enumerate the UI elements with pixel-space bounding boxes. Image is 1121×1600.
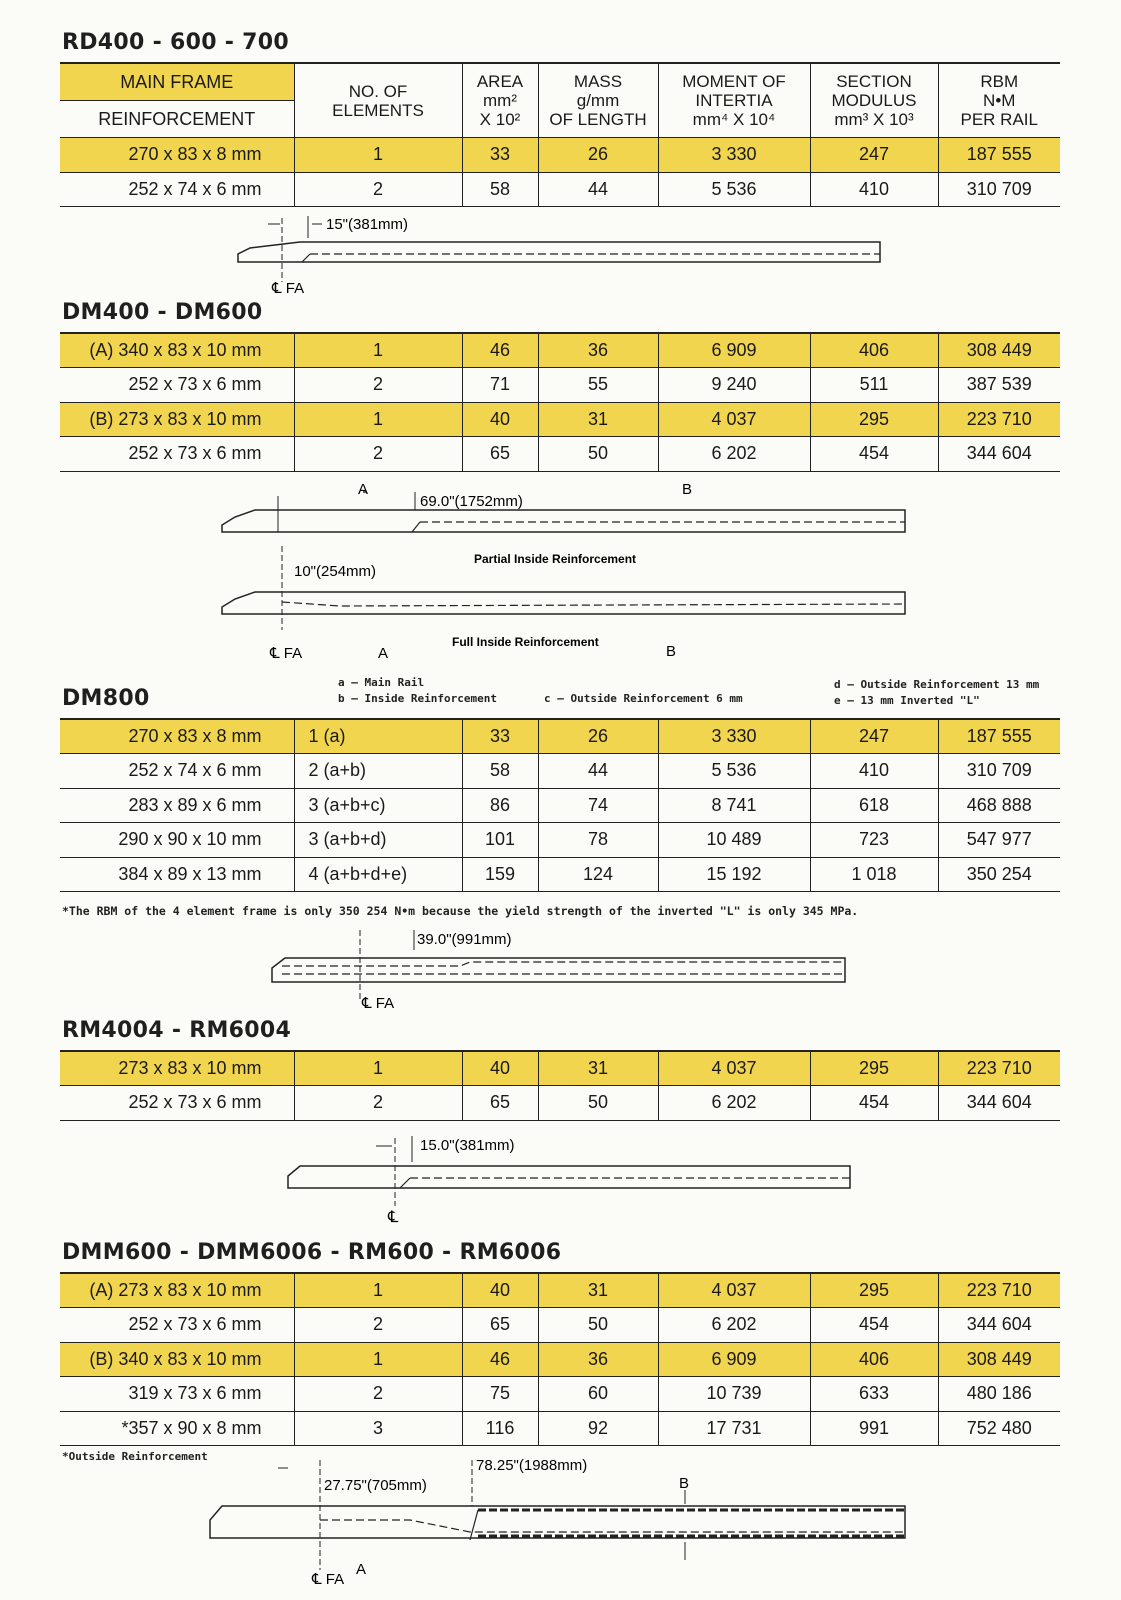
cell-area: 65: [462, 1308, 538, 1343]
cell-moment: 9 240: [658, 368, 810, 403]
cell-frame: 283 x 89 x 6 mm: [128, 794, 262, 815]
moment-header: MOMENT OF INTERTIA mm⁴ X 10⁴: [658, 63, 810, 138]
table-row: [60, 172, 1060, 207]
cell-frame: 252 x 73 x 6 mm: [128, 443, 262, 464]
cell-rbm: 480 186: [938, 1377, 1060, 1412]
cell-frame: *357 x 90 x 8 mm: [121, 1417, 262, 1438]
cell-mass: 60: [538, 1377, 658, 1412]
table-row: [60, 1377, 1060, 1412]
cell-mass: 78: [538, 823, 658, 858]
cell-moment: 3 330: [658, 719, 810, 754]
diagram-dm400: [0, 480, 1121, 660]
diagram-rm4004: [0, 1130, 1121, 1230]
diagram-dm800: [0, 924, 1121, 1014]
cell-area: 65: [462, 1086, 538, 1121]
spec-table-dmm600: [60, 1272, 1060, 1446]
cell-moment: 4 037: [658, 402, 810, 437]
reinforcement-label: REINFORCEMENT: [98, 109, 256, 129]
cell-area: 40: [462, 1051, 538, 1086]
cell-elements: 2: [294, 368, 462, 403]
cell-mass: 55: [538, 368, 658, 403]
table-row: [60, 1308, 1060, 1343]
cell-frame: (A) 273 x 83 x 10 mm: [60, 1273, 294, 1308]
cell-frame: 384 x 89 x 13 mm: [118, 863, 262, 884]
cell-rbm: 223 710: [938, 1051, 1060, 1086]
cell-section: 295: [810, 1273, 938, 1308]
cell-rbm: 387 539: [938, 368, 1060, 403]
cell-mass: 31: [538, 402, 658, 437]
diagram-dmm600: [0, 1450, 1121, 1590]
marker-b-lower: B: [666, 643, 677, 660]
section-title-dm800: DM800: [62, 686, 150, 711]
cell-section: 454: [810, 1308, 938, 1343]
table-row: [60, 788, 1060, 823]
dimension-label: 39.0"(991mm): [417, 931, 512, 948]
table-row: [60, 1342, 1060, 1377]
cell-area: 86: [462, 788, 538, 823]
main-frame-label: MAIN FRAME: [60, 64, 294, 101]
cell-area: 71: [462, 368, 538, 403]
partial-caption: Partial Inside Reinforcement: [474, 552, 637, 566]
cell-frame: 319 x 73 x 6 mm: [128, 1383, 262, 1404]
full-caption: Full Inside Reinforcement: [452, 635, 599, 649]
cell-rbm: 344 604: [938, 1086, 1060, 1121]
cell-rbm: 187 555: [938, 138, 1060, 173]
cell-section: 1 018: [810, 857, 938, 892]
table-row: [60, 719, 1060, 754]
cell-moment: 17 731: [658, 1411, 810, 1446]
legend-c: c — Outside Reinforcement 6 mm: [544, 692, 743, 705]
table-row: [60, 1411, 1060, 1446]
cell-moment: 8 741: [658, 788, 810, 823]
table-row: [60, 402, 1060, 437]
cell-rbm: 344 604: [938, 1308, 1060, 1343]
section-title-dm400: DM400 - DM600: [62, 300, 263, 325]
cell-moment: 4 037: [658, 1273, 810, 1308]
cell-area: 40: [462, 402, 538, 437]
cell-section: 295: [810, 1051, 938, 1086]
cell-rbm: 308 449: [938, 333, 1060, 368]
cell-mass: 50: [538, 437, 658, 472]
cell-mass: 36: [538, 333, 658, 368]
cell-section: 406: [810, 1342, 938, 1377]
table-row: [60, 857, 1060, 892]
mass-header: MASS g/mm OF LENGTH: [538, 63, 658, 138]
full-dimension: 10"(254mm): [294, 563, 377, 580]
centerline-fa-label: ℄ FA: [272, 280, 305, 297]
dimension-label: 15"(381mm): [326, 216, 409, 233]
marker-a: A: [358, 481, 369, 498]
cell-elements: 2: [294, 1086, 462, 1121]
cell-area: 75: [462, 1377, 538, 1412]
marker-a: A: [356, 1561, 367, 1578]
cell-section: 410: [810, 754, 938, 789]
cell-moment: 10 739: [658, 1377, 810, 1412]
cell-frame: 290 x 90 x 10 mm: [118, 829, 262, 850]
cell-rbm: 547 977: [938, 823, 1060, 858]
cell-rbm: 310 709: [938, 754, 1060, 789]
cell-area: 58: [462, 172, 538, 207]
marker-a-lower: A: [378, 645, 389, 660]
cell-elements: 1: [294, 138, 462, 173]
cell-mass: 50: [538, 1308, 658, 1343]
cell-elements: 3: [294, 1411, 462, 1446]
centerline-fa-label: ℄ FA: [312, 1571, 345, 1588]
cell-area: 116: [462, 1411, 538, 1446]
cell-mass: 26: [538, 138, 658, 173]
cell-moment: 6 909: [658, 1342, 810, 1377]
section-title-rd400: RD400 - 600 - 700: [62, 30, 289, 55]
cell-rbm: 187 555: [938, 719, 1060, 754]
cell-rbm: 308 449: [938, 1342, 1060, 1377]
cell-section: 247: [810, 719, 938, 754]
table-row: [60, 1086, 1060, 1121]
cell-frame: (B) 340 x 83 x 10 mm: [60, 1342, 294, 1377]
cell-moment: 4 037: [658, 1051, 810, 1086]
legend-b: b — Inside Reinforcement: [338, 692, 497, 705]
section-title-rm4004: RM4004 - RM6004: [62, 1018, 292, 1043]
area-header: AREA mm² X 10²: [462, 63, 538, 138]
cell-frame: 252 x 73 x 6 mm: [128, 1314, 262, 1335]
table-row: [60, 1051, 1060, 1086]
cell-frame: 270 x 83 x 8 mm: [60, 138, 294, 173]
cell-rbm: 310 709: [938, 172, 1060, 207]
main-frame-header-cell: [60, 63, 294, 138]
cell-frame: 252 x 73 x 6 mm: [128, 374, 262, 395]
cell-section: 454: [810, 437, 938, 472]
cell-rbm: 223 710: [938, 1273, 1060, 1308]
dm800-footnote: *The RBM of the 4 element frame is only 350 254 N•m because the yield strength of the inverted "L" is only 345 MPa.: [62, 904, 859, 918]
cell-moment: 5 536: [658, 754, 810, 789]
cell-area: 33: [462, 138, 538, 173]
cell-section: 511: [810, 368, 938, 403]
cell-frame: 252 x 74 x 6 mm: [128, 178, 262, 199]
cell-section: 723: [810, 823, 938, 858]
cell-rbm: 468 888: [938, 788, 1060, 823]
cell-area: 65: [462, 437, 538, 472]
cell-mass: 124: [538, 857, 658, 892]
cell-elements: 2 (a+b): [294, 754, 462, 789]
cell-area: 159: [462, 857, 538, 892]
cell-rbm: 344 604: [938, 437, 1060, 472]
cell-elements: 1: [294, 333, 462, 368]
cell-mass: 36: [538, 1342, 658, 1377]
spec-table-rd400: [60, 62, 1060, 207]
cell-section: 410: [810, 172, 938, 207]
cell-elements: 2: [294, 172, 462, 207]
cell-frame: 252 x 73 x 6 mm: [128, 1092, 262, 1113]
cell-elements: 4 (a+b+d+e): [294, 857, 462, 892]
cell-section: 991: [810, 1411, 938, 1446]
table-row: [60, 138, 1060, 173]
cell-mass: 50: [538, 1086, 658, 1121]
elements-header: NO. OF ELEMENTS: [294, 63, 462, 138]
cell-mass: 44: [538, 172, 658, 207]
table-header-row: [60, 63, 1060, 138]
spec-table-rm4004: [60, 1050, 1060, 1121]
cell-section: 454: [810, 1086, 938, 1121]
cell-moment: 6 202: [658, 1086, 810, 1121]
cell-elements: 1: [294, 402, 462, 437]
cell-rbm: 752 480: [938, 1411, 1060, 1446]
section-modulus-header: SECTION MODULUS mm³ X 10³: [810, 63, 938, 138]
cell-moment: 6 909: [658, 333, 810, 368]
spec-table-dm800: [60, 718, 1060, 892]
diagram-rd400: [0, 210, 1121, 300]
cell-rbm: 350 254: [938, 857, 1060, 892]
spec-table-dm400: [60, 332, 1060, 472]
section-title-dmm600: DMM600 - DMM6006 - RM600 - RM6006: [62, 1240, 562, 1265]
cell-elements: 2: [294, 1308, 462, 1343]
marker-b: B: [679, 1475, 690, 1492]
cell-area: 46: [462, 333, 538, 368]
dimension-label: 15.0"(381mm): [420, 1137, 515, 1154]
cell-elements: 1: [294, 1342, 462, 1377]
cell-elements: 3 (a+b+d): [294, 823, 462, 858]
legend-d: d — Outside Reinforcement 13 mm: [834, 678, 1040, 691]
cell-mass: 26: [538, 719, 658, 754]
cell-elements: 2: [294, 437, 462, 472]
cell-rbm: 223 710: [938, 402, 1060, 437]
centerline-fa-label: ℄ FA: [270, 645, 303, 660]
cell-frame: 270 x 83 x 8 mm: [60, 719, 294, 754]
cell-area: 58: [462, 754, 538, 789]
cell-frame: 273 x 83 x 10 mm: [60, 1051, 294, 1086]
table-row: [60, 437, 1060, 472]
cell-moment: 3 330: [658, 138, 810, 173]
cell-elements: 1 (a): [294, 719, 462, 754]
cell-mass: 92: [538, 1411, 658, 1446]
cell-elements: 3 (a+b+c): [294, 788, 462, 823]
partial-dimension: 69.0"(1752mm): [420, 493, 523, 510]
legend-e: e — 13 mm Inverted "L": [834, 694, 980, 707]
legend-a: a — Main Rail: [338, 676, 425, 689]
cell-area: 40: [462, 1273, 538, 1308]
table-row: [60, 368, 1060, 403]
cell-frame: (A) 340 x 83 x 10 mm: [60, 333, 294, 368]
table-row: [60, 754, 1060, 789]
table-row: [60, 823, 1060, 858]
cell-area: 33: [462, 719, 538, 754]
cell-frame: 252 x 74 x 6 mm: [128, 760, 262, 781]
cell-area: 46: [462, 1342, 538, 1377]
cell-moment: 15 192: [658, 857, 810, 892]
dimension-label-a: 27.75"(705mm): [324, 1477, 427, 1494]
cell-section: 295: [810, 402, 938, 437]
outside-reinforcement-note: *Outside Reinforcement: [62, 1450, 208, 1463]
cell-mass: 74: [538, 788, 658, 823]
table-row: [60, 1273, 1060, 1308]
cell-section: 247: [810, 138, 938, 173]
cell-section: 406: [810, 333, 938, 368]
cell-moment: 10 489: [658, 823, 810, 858]
cell-moment: 6 202: [658, 1308, 810, 1343]
centerline-fa-label: ℄ FA: [362, 995, 395, 1012]
cell-area: 101: [462, 823, 538, 858]
cell-section: 618: [810, 788, 938, 823]
cell-moment: 5 536: [658, 172, 810, 207]
centerline-label: ℄: [388, 1209, 399, 1226]
marker-b: B: [682, 481, 693, 498]
cell-mass: 44: [538, 754, 658, 789]
rbm-header: RBM N•M PER RAIL: [938, 63, 1060, 138]
cell-mass: 31: [538, 1051, 658, 1086]
cell-section: 633: [810, 1377, 938, 1412]
cell-elements: 1: [294, 1051, 462, 1086]
cell-frame: (B) 273 x 83 x 10 mm: [60, 402, 294, 437]
cell-moment: 6 202: [658, 437, 810, 472]
cell-mass: 31: [538, 1273, 658, 1308]
cell-elements: 2: [294, 1377, 462, 1412]
dimension-label-b: 78.25"(1988mm): [476, 1457, 588, 1474]
cell-elements: 1: [294, 1273, 462, 1308]
table-row: [60, 333, 1060, 368]
